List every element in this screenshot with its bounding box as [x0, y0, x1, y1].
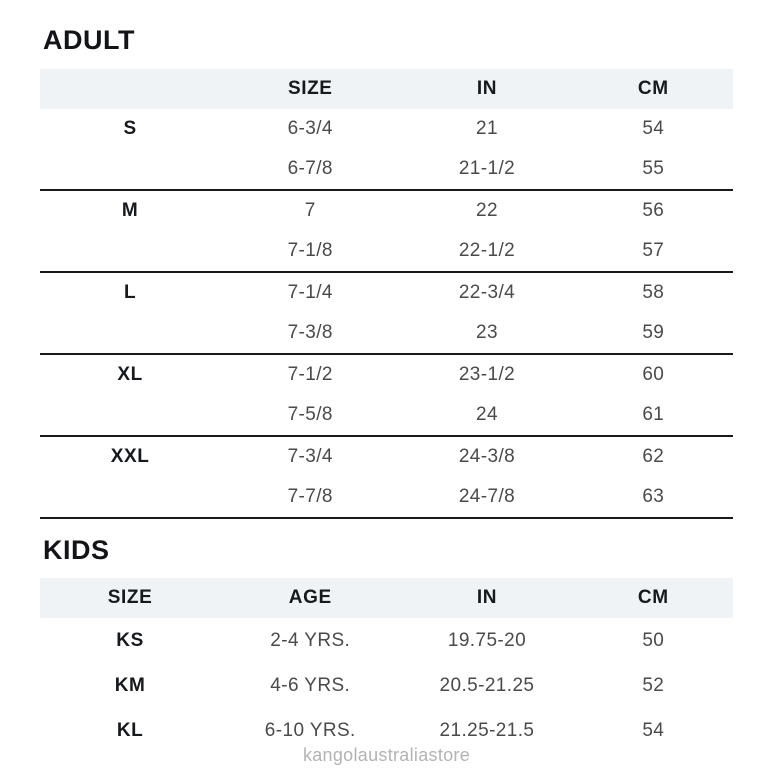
adult-size-table	[40, 69, 733, 519]
in-cell: 23-1/2	[458, 363, 516, 385]
size-label	[40, 313, 220, 354]
table-row	[40, 109, 733, 149]
cm-cell: 63	[574, 477, 733, 518]
in-cell: 22-3/4	[458, 281, 516, 303]
size-label: L	[123, 281, 137, 303]
in-cell: 21	[476, 117, 498, 139]
size-label	[40, 395, 220, 436]
cm-cell: 58	[642, 281, 665, 303]
size-label	[40, 477, 220, 518]
in-cell: 24-3/8	[458, 445, 516, 467]
table-row	[40, 313, 733, 354]
cm-cell: 61	[574, 395, 733, 436]
adult-column-header-blank	[40, 69, 220, 109]
kids-column-header-in: IN	[476, 587, 498, 609]
cm-cell: 52	[642, 674, 665, 696]
cm-cell: 54	[642, 117, 665, 139]
cm-cell: 62	[642, 445, 665, 467]
size-cell: 7-1/4	[287, 281, 333, 303]
adult-section	[40, 26, 733, 519]
size-label	[40, 231, 220, 272]
size-label: XL	[117, 363, 143, 385]
age-cell: 4-6 YRS.	[270, 674, 351, 696]
cm-cell: 54	[642, 719, 665, 741]
table-row	[40, 477, 733, 518]
kids-column-header-age: AGE	[288, 587, 332, 609]
watermark: kangolaustraliastore	[302, 745, 471, 765]
size-cell: 7-3/4	[287, 445, 333, 467]
kids-size-table	[40, 578, 733, 753]
kids-column-header-cm: CM	[637, 587, 669, 609]
size-cell: 7-1/2	[287, 363, 333, 385]
size-label	[40, 149, 220, 190]
in-cell: 22-1/2	[400, 231, 573, 272]
cm-cell: 57	[574, 231, 733, 272]
adult-header-row	[40, 69, 733, 109]
size-label: M	[121, 199, 139, 221]
adult-column-header-size: SIZE	[287, 77, 333, 99]
age-cell: 6-10 YRS.	[264, 719, 356, 741]
size-label: XXL	[110, 445, 150, 467]
table-row	[40, 272, 733, 313]
table-row	[40, 231, 733, 272]
adult-column-header-in: IN	[476, 77, 498, 99]
size-cell: 6-3/4	[287, 117, 333, 139]
table-row	[40, 190, 733, 231]
size-label: KL	[116, 719, 144, 741]
table-row	[40, 663, 733, 708]
table-row	[40, 395, 733, 436]
kids-header-row	[40, 578, 733, 618]
size-cell: 7-1/8	[220, 231, 400, 272]
table-row	[40, 436, 733, 477]
size-label: KS	[116, 629, 144, 651]
cm-cell: 50	[642, 629, 665, 651]
table-row	[40, 618, 733, 663]
in-cell: 22	[476, 199, 498, 221]
in-cell: 19.75-20	[447, 629, 527, 651]
cm-cell: 56	[642, 199, 665, 221]
in-cell: 23	[400, 313, 573, 354]
in-cell: 21.25-21.5	[439, 719, 535, 741]
size-cell: 7	[304, 199, 316, 221]
kids-section	[40, 536, 733, 754]
kids-column-header-size: SIZE	[107, 587, 153, 609]
in-cell: 24	[400, 395, 573, 436]
size-cell: 7-5/8	[220, 395, 400, 436]
adult-section-title: ADULT	[43, 25, 135, 55]
cm-cell: 55	[574, 149, 733, 190]
size-cell: 7-7/8	[220, 477, 400, 518]
kids-section-title: KIDS	[43, 534, 110, 565]
age-cell: 2-4 YRS.	[270, 629, 351, 651]
in-cell: 24-7/8	[400, 477, 573, 518]
cm-cell: 59	[574, 313, 733, 354]
cm-cell: 60	[642, 363, 665, 385]
size-cell: 7-3/8	[220, 313, 400, 354]
table-row	[40, 354, 733, 395]
size-label: KM	[114, 674, 146, 696]
table-row	[40, 149, 733, 190]
in-cell: 20.5-21.25	[439, 674, 535, 696]
adult-column-header-cm: CM	[637, 77, 669, 99]
in-cell: 21-1/2	[400, 149, 573, 190]
size-cell: 6-7/8	[220, 149, 400, 190]
size-label: S	[123, 117, 137, 139]
